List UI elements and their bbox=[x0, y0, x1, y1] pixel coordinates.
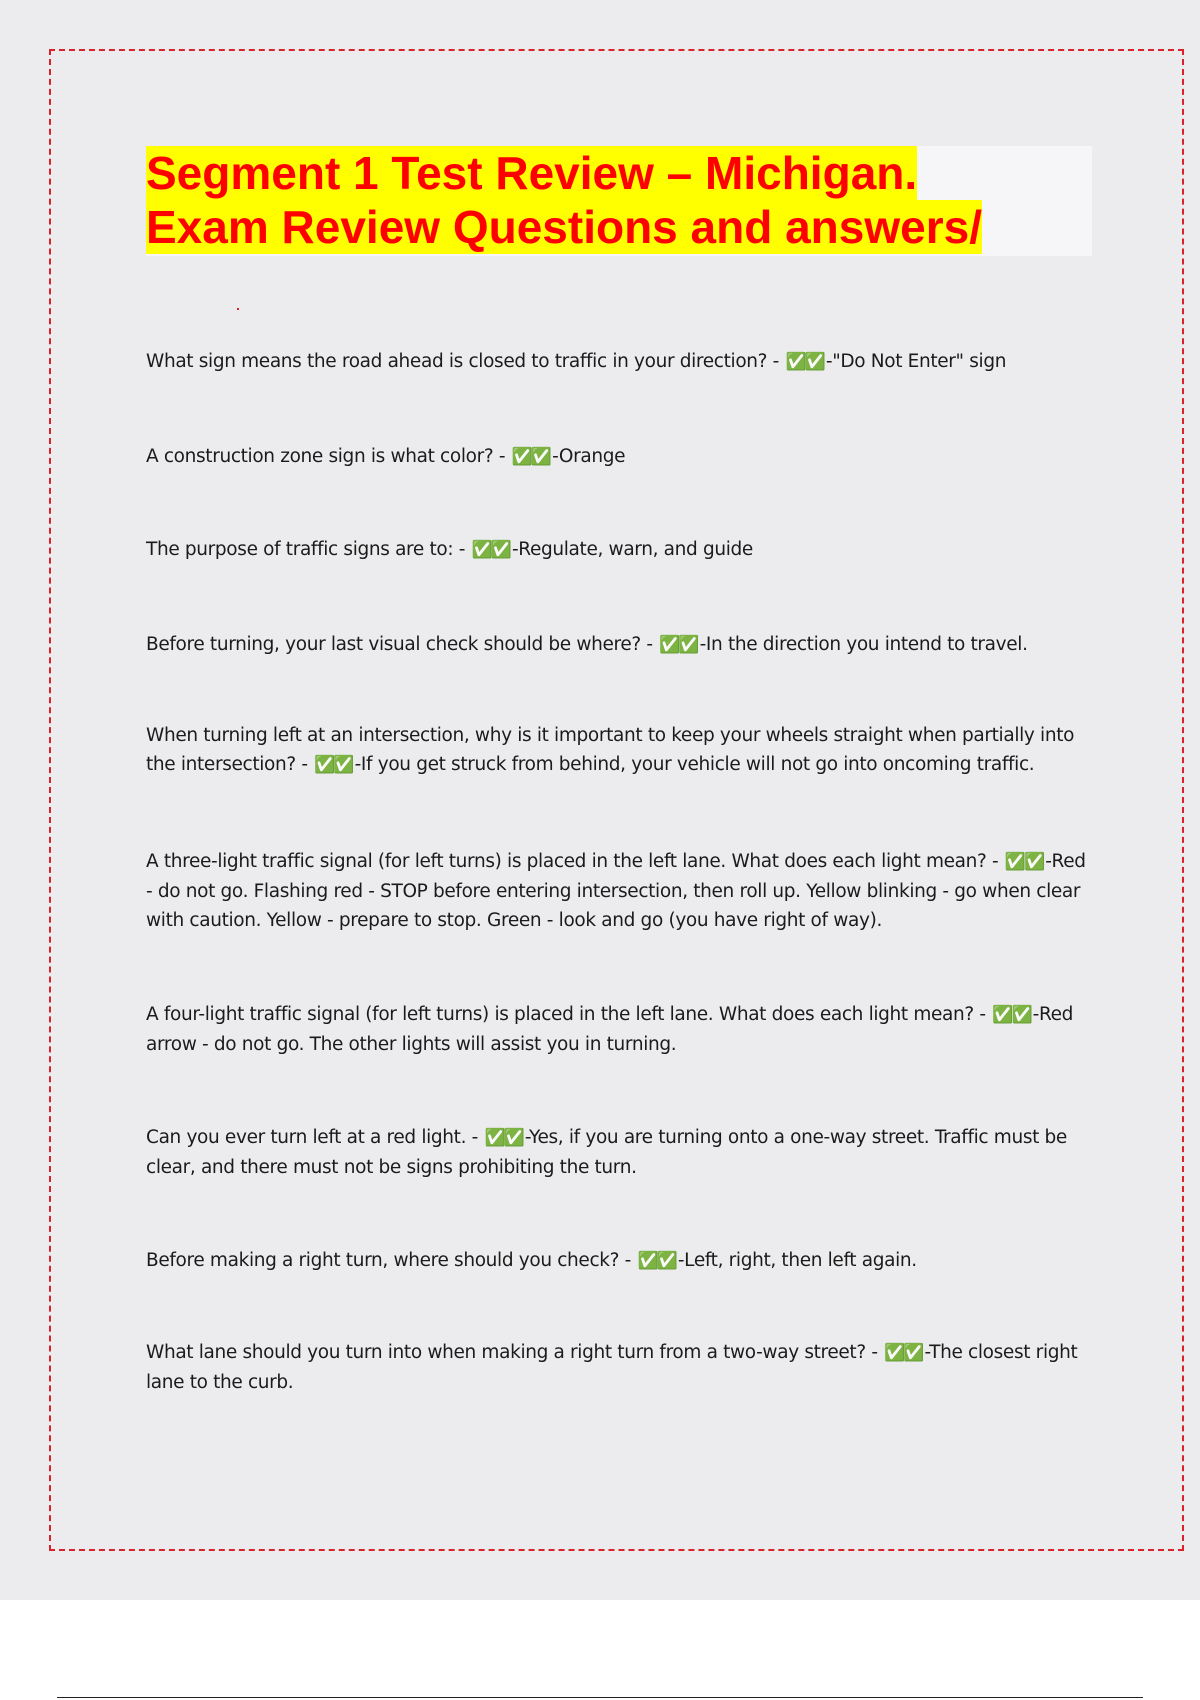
double-check-icon: ✅✅ bbox=[659, 635, 698, 655]
qa-item bbox=[146, 721, 1092, 780]
page-border bbox=[49, 49, 1184, 1551]
double-check-icon: ✅✅ bbox=[471, 540, 510, 560]
separator: - bbox=[619, 1250, 637, 1271]
question-text: Before making a right turn, where should you check? bbox=[146, 1250, 620, 1271]
question-text: A four-light traffic signal (for left turns) is placed in the left lane. What does each light mean? bbox=[146, 1004, 974, 1025]
qa-item bbox=[146, 442, 1092, 472]
stray-red-dot bbox=[237, 308, 239, 310]
qa-item bbox=[146, 847, 1092, 935]
separator: - bbox=[493, 446, 511, 467]
answer-text: -In the direction you intend to travel. bbox=[699, 634, 1028, 655]
double-check-icon: ✅✅ bbox=[992, 1005, 1031, 1025]
answer-text: -Orange bbox=[552, 446, 626, 467]
separator: - bbox=[973, 1004, 992, 1025]
question-text: A three-light traffic signal (for left turns) is placed in the left lane. What does each light mean? bbox=[146, 851, 987, 872]
question-text: Can you ever turn left at a red light. bbox=[146, 1127, 467, 1148]
separator: - bbox=[466, 1127, 484, 1148]
question-text: Before turning, your last visual check should be where? bbox=[146, 634, 641, 655]
double-check-icon: ✅✅ bbox=[484, 1128, 523, 1148]
qa-item bbox=[146, 1338, 1092, 1397]
answer-text: -Left, right, then left again. bbox=[677, 1250, 917, 1271]
double-check-icon: ✅✅ bbox=[511, 447, 551, 467]
qa-item bbox=[146, 630, 1092, 660]
answer-text: -Red - do not go. Flashing red - STOP before entering intersection, then roll up. Yellow blinking - go when clear with caution. Yellow - prepare to stop. Green - look and go (you have right of way). bbox=[146, 851, 1086, 931]
question-text: What sign means the road ahead is closed to traffic in your direction? bbox=[146, 351, 768, 372]
document-title-line-1: Segment 1 Test Review – Michigan. bbox=[146, 147, 918, 199]
double-check-icon: ✅✅ bbox=[637, 1251, 676, 1271]
double-check-icon: ✅✅ bbox=[884, 1343, 923, 1363]
separator: - bbox=[295, 754, 314, 775]
question-text: When turning left at an intersection, why is it important to keep your wheels straight when partially into the intersection? bbox=[146, 725, 1075, 775]
footer-rule bbox=[57, 1697, 1143, 1698]
title-block bbox=[146, 146, 1092, 256]
qa-item bbox=[146, 1246, 1092, 1276]
qa-item bbox=[146, 1123, 1092, 1182]
answer-text: -"Do Not Enter" sign bbox=[825, 351, 1007, 372]
separator: - bbox=[767, 351, 785, 372]
separator: - bbox=[986, 851, 1004, 872]
double-check-icon: ✅✅ bbox=[314, 755, 353, 775]
answer-text: -The closest right lane to the curb. bbox=[146, 1342, 1078, 1393]
separator: - bbox=[640, 634, 659, 655]
question-text: What lane should you turn into when making a right turn from a two-way street? bbox=[146, 1342, 866, 1363]
double-check-icon: ✅✅ bbox=[785, 352, 824, 372]
separator: - bbox=[865, 1342, 884, 1363]
answer-text: -Regulate, warn, and guide bbox=[511, 539, 753, 560]
qa-item bbox=[146, 1000, 1092, 1059]
question-text: The purpose of traffic signs are to: bbox=[146, 539, 454, 560]
question-text: A construction zone sign is what color? bbox=[146, 446, 494, 467]
separator: - bbox=[453, 539, 471, 560]
qa-item bbox=[146, 347, 1092, 377]
answer-text: -If you get struck from behind, your vehicle will not go into oncoming traffic. bbox=[354, 754, 1035, 775]
double-check-icon: ✅✅ bbox=[1004, 852, 1044, 872]
qa-item bbox=[146, 535, 1092, 565]
answer-text: -Yes, if you are turning onto a one-way street. Traffic must be clear, and there must not be signs prohibiting the turn. bbox=[146, 1127, 1067, 1178]
document-title-line-2: Exam Review Questions and answers/ bbox=[146, 201, 982, 253]
answer-text: -Red arrow - do not go. The other lights will assist you in turning. bbox=[146, 1004, 1074, 1055]
